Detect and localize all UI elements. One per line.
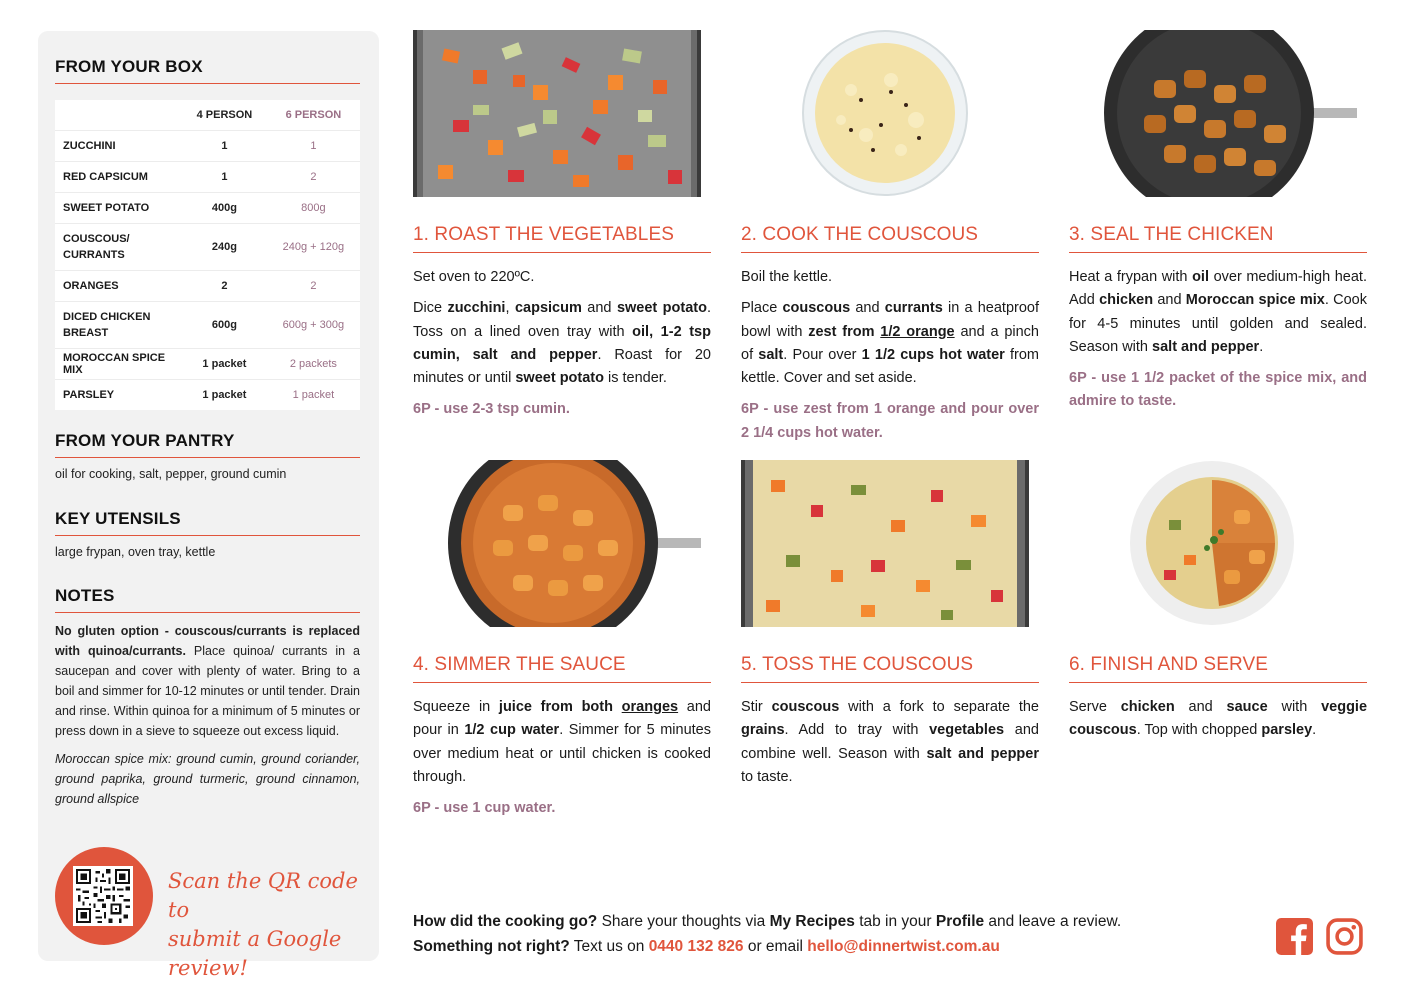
qty-4-person: 1 bbox=[182, 161, 267, 192]
qty-4-person: 1 packet bbox=[202, 388, 247, 401]
bold-text: couscous bbox=[771, 699, 840, 715]
notes-paragraph bbox=[55, 621, 360, 741]
facebook-icon[interactable] bbox=[1276, 918, 1313, 955]
qty-4-person: 600g bbox=[182, 301, 267, 348]
text: . Toss on a lined oven tray with bbox=[413, 300, 712, 340]
my-recipes-label: My Recipes bbox=[769, 913, 855, 930]
bold-text: capsicum bbox=[514, 300, 582, 317]
footer-line-1 bbox=[413, 909, 1121, 934]
step-3-photo bbox=[1069, 30, 1357, 197]
text: or email bbox=[743, 938, 808, 955]
bold-text: Moroccan spice mix bbox=[1185, 292, 1325, 309]
ingredients-table bbox=[55, 100, 360, 410]
step-5-p1 bbox=[741, 696, 1039, 789]
text: and bbox=[1153, 292, 1186, 309]
table-header-cell bbox=[55, 100, 182, 130]
text: Stir bbox=[741, 699, 772, 715]
table-row bbox=[55, 379, 360, 410]
underlined-text: 1/2 orange bbox=[880, 323, 955, 340]
served-plate-image bbox=[1069, 460, 1357, 627]
step-1-p1: Set oven to 220ºC. bbox=[413, 269, 535, 285]
table-row bbox=[55, 223, 360, 270]
ingredient-name: COUSCOUS/ CURRANTS bbox=[55, 223, 182, 270]
notes-text: Place quinoa/ currants in a saucepan and cover with plenty of water. Bring to a boil and simmer for 10-12 minutes or until tender. Drain and rinse. Within quinoa for a minimum of 5 minutes or press down in a sieve to squeeze out excess liquid. bbox=[55, 644, 361, 738]
feedback-footer bbox=[413, 909, 1121, 959]
from-your-box-section bbox=[55, 57, 360, 410]
qty-4-person: 240g bbox=[182, 223, 267, 270]
qty-6-person: 2 bbox=[267, 161, 360, 192]
notes-section bbox=[55, 586, 360, 809]
table-row bbox=[55, 348, 360, 379]
qty-6-person: 1 packet bbox=[292, 388, 335, 401]
from-your-pantry-title: FROM YOUR PANTRY bbox=[55, 431, 360, 458]
step-4-6p-note: 6P - use 1 cup water. bbox=[413, 800, 556, 817]
email-link[interactable]: hello@dinnertwist.com.au bbox=[807, 938, 1000, 955]
utensils-text: large frypan, oven tray, kettle bbox=[55, 545, 216, 559]
underlined-text: oranges bbox=[621, 699, 679, 715]
qty-4-person: 1 bbox=[182, 130, 267, 161]
key-utensils-section bbox=[55, 509, 360, 559]
text: Serve bbox=[1069, 699, 1121, 715]
qr-badge bbox=[55, 847, 153, 945]
bold-text: juice from both bbox=[498, 699, 622, 715]
step-1-p2 bbox=[413, 297, 711, 390]
instagram-icon[interactable] bbox=[1326, 918, 1363, 955]
table-row bbox=[55, 301, 360, 348]
qty-6-person: 1 bbox=[267, 130, 360, 161]
bold-text: grains bbox=[741, 722, 785, 739]
text: and bbox=[1174, 699, 1227, 715]
ingredient-name: ZUCCHINI bbox=[55, 130, 182, 161]
text: Text us on bbox=[569, 938, 649, 955]
text: and combine well. Season with bbox=[741, 722, 1039, 762]
text: . Roast for 20 minutes or until bbox=[413, 346, 711, 387]
qr-text-line-2: submit a Google review! bbox=[168, 927, 342, 980]
couscous-tray-image bbox=[741, 460, 1029, 627]
step-3-6p-note: 6P - use 1 1/2 packet of the spice mix, and admire to taste. bbox=[1069, 370, 1367, 410]
text: Heat a frypan with bbox=[1069, 269, 1193, 285]
qr-review-text bbox=[168, 867, 379, 983]
notes-title: NOTES bbox=[55, 586, 360, 613]
step-3-title: 3. SEAL THE CHICKEN bbox=[1069, 224, 1367, 253]
bold-text: oil bbox=[1192, 269, 1209, 285]
bold-text: salt and pepper bbox=[926, 745, 1039, 762]
text: from kettle. Cover and set aside. bbox=[741, 346, 1039, 387]
bold-text: salt bbox=[758, 346, 784, 363]
step-2-p1: Boil the kettle. bbox=[741, 269, 833, 285]
bold-text: parsley bbox=[1261, 722, 1313, 739]
qty-6-person: 2 bbox=[267, 270, 360, 301]
qty-4-person: 2 bbox=[182, 270, 267, 301]
from-your-box-title: FROM YOUR BOX bbox=[55, 57, 360, 84]
ingredient-name: ORANGES bbox=[55, 270, 182, 301]
text: . bbox=[1312, 722, 1317, 739]
from-your-pantry-section bbox=[55, 431, 360, 481]
qty-4-person: 1 packet bbox=[182, 348, 267, 379]
bold-text: vegetables bbox=[929, 722, 1005, 739]
step-2-title: 2. COOK THE COUSCOUS bbox=[741, 224, 1039, 253]
table-row bbox=[55, 161, 360, 192]
step-2-6p-note: 6P - use zest from 1 orange and pour over 2 1/4 cups hot water. bbox=[741, 401, 1039, 441]
text: and bbox=[581, 300, 617, 317]
text: is tender. bbox=[603, 370, 667, 387]
bold-text: currants bbox=[884, 300, 943, 317]
step-5-photo bbox=[741, 460, 1029, 627]
ingredient-name: DICED CHICKEN BREAST bbox=[55, 301, 182, 348]
text: and leave a review. bbox=[984, 913, 1122, 930]
roasted-vegetables-image bbox=[413, 30, 701, 197]
ingredient-name: SWEET POTATO bbox=[55, 192, 182, 223]
bold-text: sauce bbox=[1226, 699, 1268, 715]
footer-line-2 bbox=[413, 934, 1121, 959]
phone-link[interactable]: 0440 132 826 bbox=[648, 938, 744, 955]
bold-text: sweet potato bbox=[515, 370, 604, 387]
header-6-person: 6 PERSON bbox=[267, 100, 360, 130]
text: and a pinch of bbox=[741, 323, 1039, 363]
text: . Cook for 4-5 minutes until golden and sealed. Season with bbox=[1069, 292, 1367, 355]
ingredient-name: RED CAPSICUM bbox=[55, 161, 182, 192]
bold-text: veggie couscous bbox=[1069, 699, 1368, 739]
step-1-title: 1. ROAST THE VEGETABLES bbox=[413, 224, 711, 253]
step-6-title: 6. FINISH AND SERVE bbox=[1069, 654, 1367, 683]
step-4-body bbox=[413, 696, 711, 828]
notes-bold-text: No gluten option - couscous/currants is replaced with quinoa/currants. bbox=[55, 624, 360, 658]
ingredient-name: PARSLEY bbox=[63, 388, 115, 401]
table-row bbox=[55, 130, 360, 161]
text: in a heatproof bowl with bbox=[741, 300, 1039, 340]
qty-6-person: 600g + 300g bbox=[267, 301, 360, 348]
bold-text: oil, 1-2 tsp cumin, salt and pepper bbox=[413, 323, 711, 363]
qty-4-person: 400g bbox=[182, 192, 267, 223]
step-6-photo bbox=[1069, 460, 1357, 627]
step-1-6p-note: 6P - use 2-3 tsp cumin. bbox=[413, 401, 570, 418]
bold-text: zest from bbox=[808, 323, 881, 340]
bold-text: 1/2 cup water bbox=[464, 722, 560, 739]
bold-text: 1 1/2 cups hot water bbox=[861, 346, 1005, 363]
qty-6-person: 2 packets bbox=[267, 348, 360, 379]
bold-text: chicken bbox=[1099, 292, 1154, 309]
text: . Simmer for 5 minutes over medium heat or until chicken is cooked through. bbox=[413, 722, 711, 785]
text: and bbox=[850, 300, 885, 317]
bold-text: Something not right? bbox=[413, 938, 570, 955]
step-2-body bbox=[741, 266, 1039, 453]
text: Share your thoughts via bbox=[597, 913, 770, 930]
text: with a fork to separate the bbox=[839, 699, 1040, 715]
notes-spice-mix: Moroccan spice mix: ground cumin, ground coriander, ground paprika, ground turmeric, ground cinnamon, ground allspice bbox=[55, 752, 360, 806]
text: Squeeze in bbox=[413, 699, 499, 715]
text: . bbox=[1259, 338, 1264, 355]
text: Place bbox=[741, 300, 783, 317]
text: with bbox=[1267, 699, 1322, 715]
sauce-frypan-image bbox=[413, 460, 701, 627]
table-row bbox=[55, 270, 360, 301]
step-4-p1 bbox=[413, 696, 711, 789]
text: to taste. bbox=[741, 768, 793, 785]
ingredient-name: MOROCCAN SPICE MIX bbox=[55, 348, 182, 379]
qty-6-person: 800g bbox=[267, 192, 360, 223]
bold-text: How did the cooking go? bbox=[413, 913, 598, 930]
table-row bbox=[55, 192, 360, 223]
table-header-row bbox=[55, 100, 360, 130]
qr-code-graphic bbox=[76, 869, 130, 923]
text: . Add to tray with bbox=[784, 722, 930, 739]
text: . Top with chopped bbox=[1136, 722, 1262, 739]
text: tab in your bbox=[854, 913, 936, 930]
ingredients-sidebar bbox=[38, 31, 379, 980]
step-2-p2 bbox=[741, 297, 1039, 390]
text: , bbox=[505, 300, 515, 317]
step-6-p1 bbox=[1069, 696, 1367, 743]
bold-text: salt and pepper bbox=[1152, 338, 1260, 355]
step-3-body bbox=[1069, 266, 1367, 422]
bold-text: sweet potato bbox=[616, 300, 707, 317]
text: over medium-high heat. Add bbox=[1069, 269, 1367, 309]
step-4-photo bbox=[413, 460, 701, 627]
qr-text-line-1: Scan the QR code to bbox=[168, 869, 358, 922]
text: Dice bbox=[413, 300, 448, 317]
profile-label: Profile bbox=[935, 913, 985, 930]
step-5-body bbox=[741, 696, 1039, 797]
step-3-p1 bbox=[1069, 266, 1367, 359]
step-2-photo bbox=[741, 30, 1029, 197]
header-4-person: 4 PERSON bbox=[182, 100, 267, 130]
chicken-frypan-image bbox=[1069, 30, 1357, 197]
step-4-title: 4. SIMMER THE SAUCE bbox=[413, 654, 711, 683]
bold-text: couscous bbox=[782, 300, 851, 317]
step-1-body bbox=[413, 266, 711, 430]
text: . Pour over bbox=[783, 346, 862, 363]
step-5-title: 5. TOSS THE COUSCOUS bbox=[741, 654, 1039, 683]
key-utensils-title: KEY UTENSILS bbox=[55, 509, 360, 536]
step-1-photo bbox=[413, 30, 701, 197]
pantry-text: oil for cooking, salt, pepper, ground cumin bbox=[55, 467, 287, 481]
step-6-body bbox=[1069, 696, 1367, 751]
qr-code[interactable] bbox=[73, 866, 133, 926]
bold-text: zucchini bbox=[447, 300, 506, 317]
bold-text: chicken bbox=[1120, 699, 1175, 715]
text: and pour in bbox=[413, 699, 711, 739]
couscous-bowl-image bbox=[741, 30, 1029, 197]
qty-6-person: 240g + 120g bbox=[267, 223, 360, 270]
